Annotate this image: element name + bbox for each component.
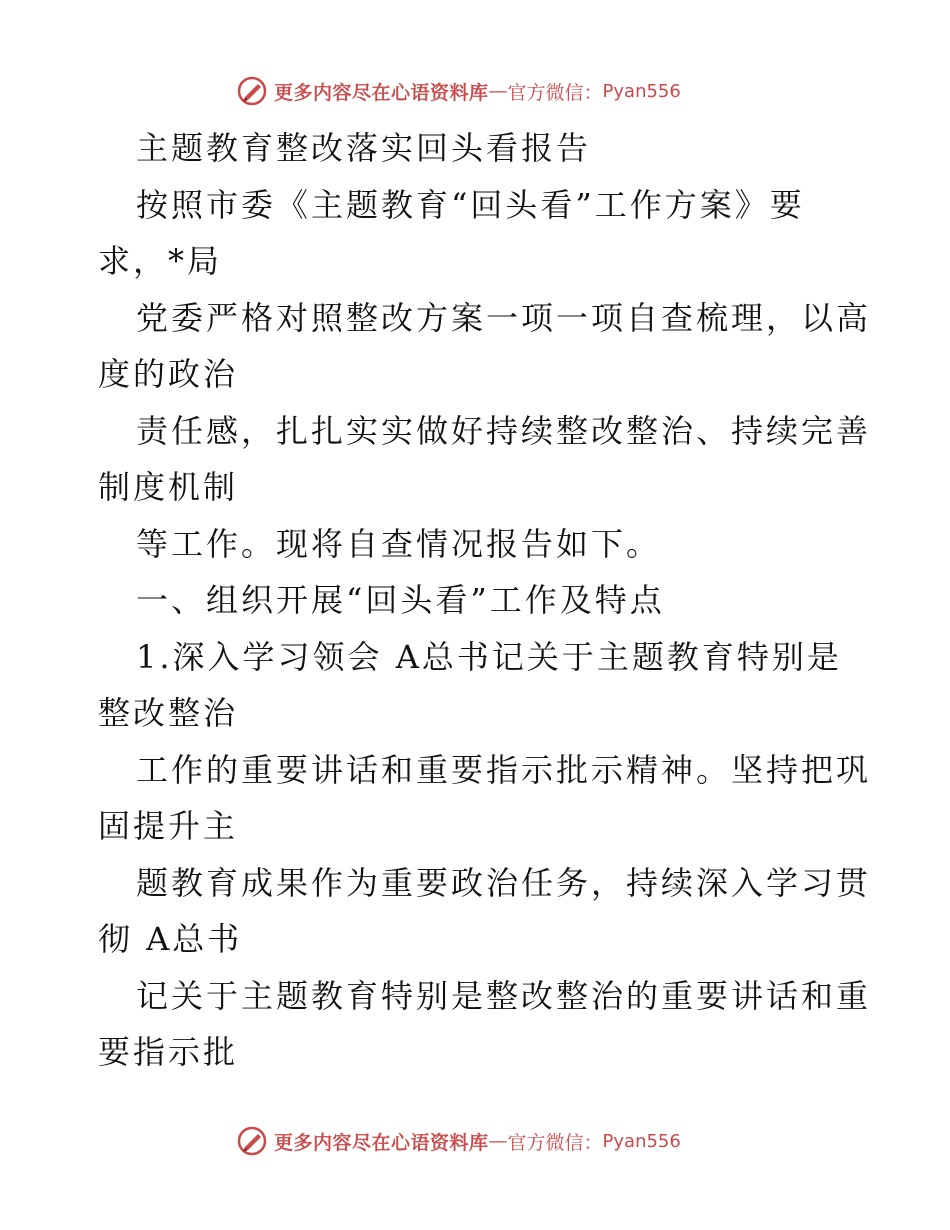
watermark-text: 更多内容尽在心语资料库 (274, 81, 489, 104)
watermark-separator: — (488, 80, 508, 102)
section-heading: 一、组织开展“回头看”工作及特点 (136, 581, 665, 619)
pen-logo-icon (236, 75, 268, 107)
pen-logo-icon (236, 1125, 268, 1157)
watermark-banner-top (236, 74, 681, 108)
body-line: 党委严格对照整改方案一项一项自查梳理，以高 (136, 298, 872, 337)
watermark-sub: 官方微信： (507, 81, 603, 104)
body-line: 要指示批 (98, 1033, 239, 1071)
subsection-heading: 1.深入学习领会 A总书记关于主题教育特别是 (136, 637, 842, 676)
body-line: 等工作。现将自查情况报告如下。 (136, 524, 662, 563)
body-line: 工作的重要讲话和重要指示批示精神。坚持把巩 (136, 750, 872, 789)
body-line: 度的政治 (98, 355, 239, 393)
document-title: 主题教育整改落实回头看报告 (136, 129, 592, 167)
watermark-id: Pyan556 (602, 80, 681, 102)
body-line: 按照市委《主题教育“回头看”工作方案》要 (136, 185, 805, 224)
body-line: 整改整治 (98, 694, 239, 732)
body-line: 制度机制 (98, 468, 239, 506)
watermark-id: Pyan556 (602, 1130, 681, 1152)
watermark-text: 更多内容尽在心语资料库 (274, 1131, 489, 1154)
body-line: 求，*局 (98, 242, 223, 280)
body-line: 固提升主 (98, 807, 239, 845)
watermark-sub: 官方微信： (507, 1131, 603, 1154)
document-body (98, 120, 872, 1081)
body-line: 责任感，扎扎实实做好持续整改整治、持续完善 (136, 411, 872, 450)
body-line: 题教育成果作为重要政治任务，持续深入学习贯 (136, 863, 872, 902)
body-line: 彻 A总书 (98, 920, 243, 958)
body-line: 记关于主题教育特别是整改整治的重要讲话和重 (136, 976, 872, 1015)
watermark-separator: — (488, 1130, 508, 1152)
watermark-banner-bottom (236, 1124, 681, 1158)
